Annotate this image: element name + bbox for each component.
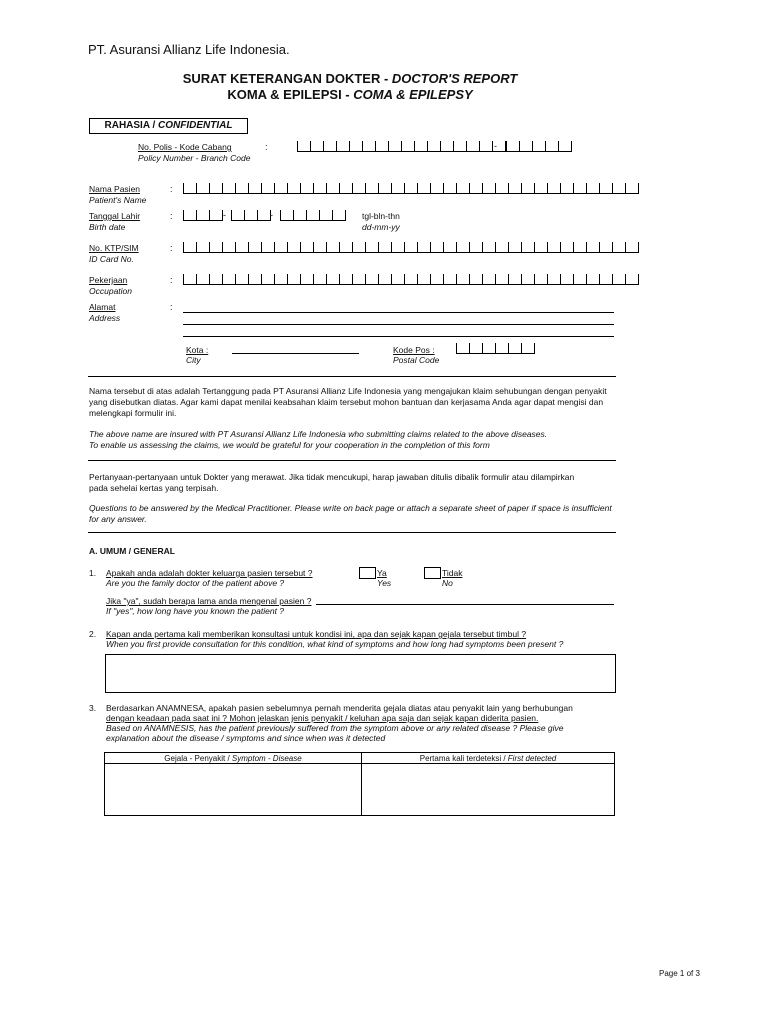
policy-dash: - [494,141,497,151]
date-format-id: tgl-bln-thn [362,211,400,221]
form-subtitle [0,87,700,102]
first-detected-cell[interactable] [362,764,615,816]
q2-text-id: Kapan anda pertama kali memberikan konsultasi untuk kondisi ini, apa dan sejak kapan gejala tersebut timbul ? [106,629,527,639]
confidential-badge [89,118,248,134]
birth-day-boxes[interactable] [183,211,223,221]
table-header-symptom [105,753,362,764]
id-card-boxes-1[interactable] [183,243,249,253]
intro-paragraph-en-2: To enable us assessing the claims, we would be grateful for your cooperation in the completion of this form [89,440,490,450]
birth-month-boxes[interactable] [231,211,271,221]
subtitle-en: COMA & EPILEPSY [353,87,473,102]
occupation-colon: : [170,275,173,285]
q1-text-id: Apakah anda adalah dokter keluarga pasien tersebut ? [106,568,313,578]
q2-text-en: When you first provide consultation for this condition, what kind of symptoms and how long had symptoms been present ? [106,639,564,649]
id-card-boxes-2[interactable] [248,243,639,253]
q1b-answer-line[interactable] [316,604,614,605]
address-colon: : [170,302,173,312]
no-label-en: No [442,578,453,588]
yes-label: Ya [377,568,387,578]
birth-dash-2: - [270,210,273,220]
table-header-symptom-id: Gejala - Penyakit / [164,753,232,763]
q2-answer-box[interactable] [105,654,616,693]
policy-label: No. Polis - Kode Cabang [138,142,232,152]
table-header-symptom-en: Symptom - Disease [231,753,302,763]
city-label: Kota : [186,345,209,355]
patient-name-label-en: Patient's Name [89,195,147,205]
id-card-label-en: ID Card No. [89,254,134,264]
symptom-history-table [104,752,615,816]
policy-label-en: Policy Number - Branch Code [138,153,251,163]
symptom-cell[interactable] [105,764,362,816]
occupation-boxes[interactable] [183,275,639,285]
city-input-line[interactable] [232,353,359,354]
company-name: PT. Asuransi Allianz Life Indonesia. [88,42,290,57]
intro-paragraph-id: Nama tersebut di atas adalah Tertanggung pada PT Asuransi Allianz Life Indonesia yang mengajukan klaim sehubungan dengan penyakit yang disebutkan diatas. Agar kami dapat menilai keabsahan klaim tersebut mohon bantuan dan kerjasama Anda agar dapat mengisi dan melengkapi formulir ini. [89,386,607,418]
q2-number: 2. [89,629,97,639]
subtitle-id: KOMA & EPILEPSI - [227,87,354,102]
address-line-3[interactable] [183,336,614,337]
yes-checkbox[interactable] [359,567,376,579]
intro-paragraph-en-1: The above name are insured with PT Asuransi Allianz Life Indonesia who submitting claims related to the above diseases. [89,429,548,439]
date-format-en: dd-mm-yy [362,222,400,232]
id-card-colon: : [170,243,173,253]
city-label-en: City [186,355,201,365]
id-card-label: No. KTP/SIM [89,243,139,253]
address-label: Alamat [89,302,116,312]
divider-3 [88,532,616,533]
birth-year-boxes[interactable] [280,211,346,221]
policy-number-boxes[interactable] [297,142,506,152]
postal-code-label: Kode Pos : [393,345,435,355]
confidential-en: CONFIDENTIAL [158,120,233,131]
birth-date-label: Tanggal Lahir [89,211,141,221]
table-header-first-detected-en: First detected [507,753,557,763]
postal-code-boxes[interactable] [456,344,535,354]
q3-text-en-2: explanation about the disease / symptoms and since when was it detected [106,733,386,743]
patient-name-label: Nama Pasien [89,184,141,194]
page-number: Page 1 of 3 [659,969,700,978]
q1b-text-id: Jika "ya", sudah berapa lama anda mengenal pasien ? [106,596,312,606]
title-id: SURAT KETERANGAN DOKTER - [182,71,392,86]
form-title [0,71,700,86]
q3-text-id-2: dengan keadaan pada saat ini ? Mohon jelaskan jenis penyakit / keluhan apa saja dan sejak kapan diderita pasien. [106,713,539,723]
policy-colon: : [265,142,268,152]
birth-dash-1: - [223,210,226,220]
patient-name-colon: : [170,184,173,194]
address-line-2[interactable] [183,324,614,325]
occupation-label-en: Occupation [89,286,132,296]
section-a-heading: A. UMUM / GENERAL [89,546,175,556]
divider-1 [88,376,616,377]
table-header-first-detected [362,753,615,764]
instruction-paragraph-id: Pertanyaan-pertanyaan untuk Dokter yang merawat. Jika tidak mencukupi, harap jawaban ditulis dibalik formulir atau dilampirkan pada sehelai kertas yang terpisah. [89,472,575,493]
no-checkbox[interactable] [424,567,441,579]
q1-text-en: Are you the family doctor of the patient above ? [106,578,285,588]
q3-number: 3. [89,703,97,713]
q3-text-en-1: Based on ANAMNESIS, has the patient previously suffered from the symptom above or any related disease ? Please give [106,723,564,733]
branch-code-boxes[interactable] [506,142,572,152]
address-label-en: Address [89,313,121,323]
divider-2 [88,460,616,461]
no-label: Tidak [442,568,463,578]
yes-label-en: Yes [377,578,392,588]
address-line-1[interactable] [183,312,614,313]
q1b-text-en: If "yes", how long have you known the patient ? [106,606,285,616]
birth-date-colon: : [170,211,173,221]
birth-date-label-en: Birth date [89,222,126,232]
patient-name-boxes[interactable] [183,184,639,194]
q1-number: 1. [89,568,97,578]
postal-code-label-en: Postal Code [393,355,440,365]
title-en: DOCTOR'S REPORT [391,71,518,86]
instruction-paragraph-en: Questions to be answered by the Medical Practitioner. Please write on back page or attach a separate sheet of paper if space is insufficient for any answer. [89,503,612,524]
q3-text-id-1: Berdasarkan ANAMNESA, apakah pasien sebelumnya pernah menderita gejala diatas atau penyakit lain yang berhubungan [106,703,573,713]
occupation-label: Pekerjaan [89,275,128,285]
table-header-first-detected-id: Pertama kali terdeteksi / [419,753,508,763]
confidential-id: RAHASIA / [104,120,159,131]
